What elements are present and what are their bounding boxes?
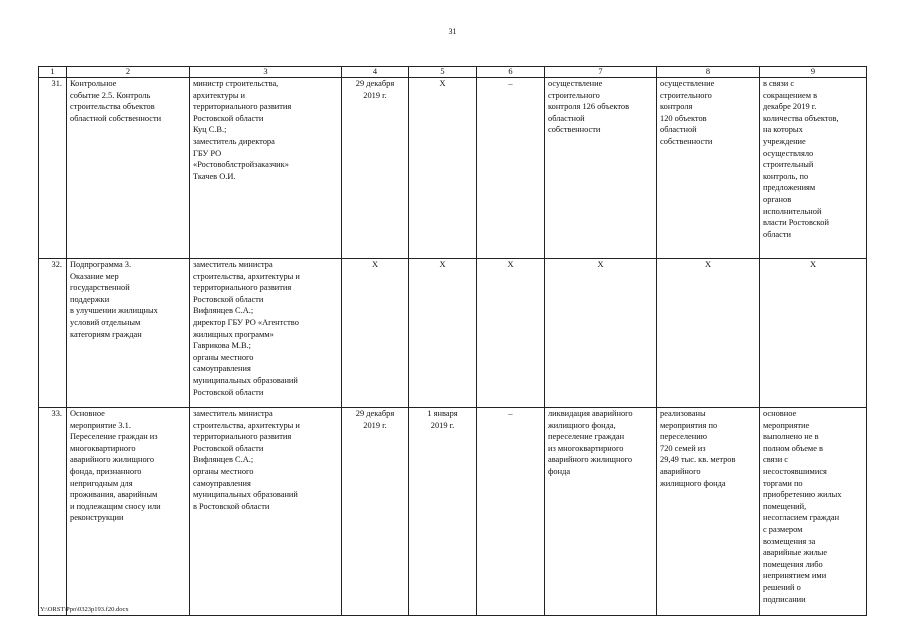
fact-end-date: – (477, 408, 545, 616)
actual-result: реализованы мероприятия по переселению 720 семей из 29,49 тыс. кв. метров аварийного жилищного фонда (657, 408, 760, 616)
event-name: Подпрограмма 3. Оказание мер государственной поддержки в улучшении жилищных условий отдельным категориям граждан (67, 259, 190, 408)
fact-end-date: – (477, 78, 545, 259)
reasons: в связи с сокращением в декабре 2019 г. количества объектов, на которых учреждение осуществляло строительный контроль, по предложениям органов исполнительной власти Ростовской области (760, 78, 867, 259)
fact-start-date: X (409, 259, 477, 408)
header-row (39, 67, 867, 78)
header-cell: 6 (477, 67, 545, 78)
table-row (39, 408, 867, 616)
header-cell: 8 (657, 67, 760, 78)
actual-result: X (657, 259, 760, 408)
page-number: 31 (448, 27, 457, 36)
header-cell: 7 (545, 67, 657, 78)
row-number: 32. (39, 259, 67, 408)
table-row (39, 78, 867, 259)
file-path-footer: Y:\ORST\Ppo\0323p193.f20.docx (40, 606, 129, 613)
actual-result: осуществление строительного контроля 120 объектов областной собственности (657, 78, 760, 259)
fact-start-date: X (409, 78, 477, 259)
planned-result: осуществление строительного контроля 126 объектов областной собственности (545, 78, 657, 259)
fact-start-date: 1 января 2019 г. (409, 408, 477, 616)
header-cell: 3 (190, 67, 342, 78)
responsible-person: министр строительства, архитектуры и территориального развития Ростовской области Куц С.В.; заместитель директора ГБУ РО «Ростовоблстройзаказчик» Ткачев О.И. (190, 78, 342, 259)
header-cell: 5 (409, 67, 477, 78)
reasons: X (760, 259, 867, 408)
planned-result: ликвидация аварийного жилищного фонда, переселение граждан из многоквартирного аварийного жилищного фонда (545, 408, 657, 616)
header-cell: 9 (760, 67, 867, 78)
header-cell: 1 (39, 67, 67, 78)
row-number: 33. (39, 408, 67, 616)
plan-end-date: X (342, 259, 409, 408)
responsible-person: заместитель министра строительства, архитектуры и территориального развития Ростовской области Вифлянцев С.А.; директор ГБУ РО «Агентство жилищных программ» Гаврикова М.В.; органы местного самоуправления муниципальных образований Ростовской области (190, 259, 342, 408)
event-name: Контрольное событие 2.5. Контроль строительства объектов областной собственности (67, 78, 190, 259)
header-cell: 2 (67, 67, 190, 78)
plan-end-date: 29 декабря 2019 г. (342, 408, 409, 616)
plan-end-date: 29 декабря 2019 г. (342, 78, 409, 259)
planned-result: X (545, 259, 657, 408)
event-name: Основное мероприятие 3.1. Переселение граждан из многоквартирного аварийного жилищного фонда, признанного непригодным для проживания, аварийным и подлежащим сносу или реконструкции (67, 408, 190, 616)
report-table (38, 66, 867, 616)
fact-end-date: X (477, 259, 545, 408)
responsible-person: заместитель министра строительства, архитектуры и территориального развития Ростовской области Вифлянцев С.А.; органы местного самоуправления муниципальных образований в Ростовской области (190, 408, 342, 616)
row-number: 31. (39, 78, 67, 259)
reasons: основное мероприятие выполнено не в полном объеме в связи с несостоявшимися торгами по приобретению жилых помещений, несогласием граждан с размером возмещения за аварийные жилые помещения либо непринятием ими решений о подписании (760, 408, 867, 616)
header-cell: 4 (342, 67, 409, 78)
table-row (39, 259, 867, 408)
